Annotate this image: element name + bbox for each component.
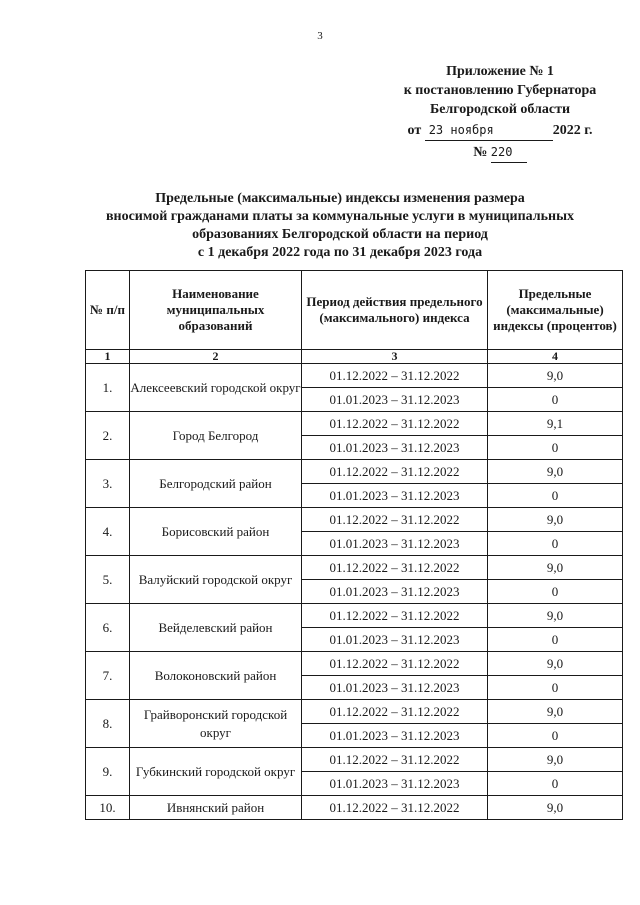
period-cell: 01.12.2022 – 31.12.2022 bbox=[302, 652, 488, 676]
municipality-name: Белгородский район bbox=[130, 460, 302, 508]
index-cell: 0 bbox=[488, 436, 623, 460]
index-cell: 9,0 bbox=[488, 700, 623, 724]
period-cell: 01.01.2023 – 31.12.2023 bbox=[302, 580, 488, 604]
index-cell: 0 bbox=[488, 772, 623, 796]
title-line-4: с 1 декабря 2022 года по 31 декабря 2023 года bbox=[197, 245, 483, 260]
period-cell: 01.12.2022 – 31.12.2022 bbox=[302, 748, 488, 772]
indices-table bbox=[85, 270, 623, 820]
municipality-name: Алексеевский городской округ bbox=[130, 364, 302, 412]
document-title bbox=[60, 190, 620, 262]
table-row bbox=[86, 364, 623, 388]
period-cell: 01.12.2022 – 31.12.2022 bbox=[302, 556, 488, 580]
municipality-name: Вейделевский район bbox=[130, 604, 302, 652]
appendix-date bbox=[380, 121, 620, 141]
title-line-1: Предельные (максимальные) индексы изменения размера bbox=[155, 191, 525, 206]
index-cell: 0 bbox=[488, 532, 623, 556]
header-num: № п/п bbox=[86, 271, 130, 350]
appendix-decree: к постановлению Губернатора bbox=[403, 83, 597, 98]
index-cell: 0 bbox=[488, 388, 623, 412]
municipality-name: Грайворонский городской округ bbox=[130, 700, 302, 748]
index-cell: 0 bbox=[488, 628, 623, 652]
index-cell: 0 bbox=[488, 580, 623, 604]
table-row bbox=[86, 652, 623, 676]
title-line-3: образованиях Белгородской области на период bbox=[192, 227, 488, 242]
period-cell: 01.12.2022 – 31.12.2022 bbox=[302, 364, 488, 388]
table-row bbox=[86, 748, 623, 772]
number-handwritten: 220 bbox=[491, 143, 527, 163]
header-index: Предельные (максимальные) индексы (процентов) bbox=[488, 271, 623, 350]
table-body bbox=[86, 350, 623, 820]
date-suffix: 2022 г. bbox=[552, 123, 593, 138]
column-number: 2 bbox=[130, 350, 302, 364]
index-cell: 0 bbox=[488, 676, 623, 700]
index-cell: 9,0 bbox=[488, 508, 623, 532]
municipality-name: Борисовский район bbox=[130, 508, 302, 556]
period-cell: 01.01.2023 – 31.12.2023 bbox=[302, 772, 488, 796]
row-number: 10. bbox=[86, 796, 130, 820]
appendix-title: Приложение № 1 bbox=[446, 64, 554, 79]
index-cell: 9,0 bbox=[488, 364, 623, 388]
index-cell: 9,0 bbox=[488, 556, 623, 580]
period-cell: 01.01.2023 – 31.12.2023 bbox=[302, 724, 488, 748]
municipality-name: Ивнянский район bbox=[130, 796, 302, 820]
appendix-header bbox=[380, 62, 620, 163]
period-cell: 01.12.2022 – 31.12.2022 bbox=[302, 796, 488, 820]
period-cell: 01.12.2022 – 31.12.2022 bbox=[302, 700, 488, 724]
row-number: 4. bbox=[86, 508, 130, 556]
row-number: 3. bbox=[86, 460, 130, 508]
period-cell: 01.01.2023 – 31.12.2023 bbox=[302, 676, 488, 700]
column-number: 4 bbox=[488, 350, 623, 364]
period-cell: 01.12.2022 – 31.12.2022 bbox=[302, 604, 488, 628]
period-cell: 01.01.2023 – 31.12.2023 bbox=[302, 436, 488, 460]
municipality-name: Губкинский городской округ bbox=[130, 748, 302, 796]
index-cell: 9,0 bbox=[488, 796, 623, 820]
column-number-row bbox=[86, 350, 623, 364]
period-cell: 01.01.2023 – 31.12.2023 bbox=[302, 484, 488, 508]
number-prefix: № bbox=[473, 145, 488, 160]
header-period: Период действия предельного (максимального) индекса bbox=[302, 271, 488, 350]
index-cell: 0 bbox=[488, 724, 623, 748]
period-cell: 01.01.2023 – 31.12.2023 bbox=[302, 532, 488, 556]
row-number: 7. bbox=[86, 652, 130, 700]
index-cell: 9,0 bbox=[488, 460, 623, 484]
table-row bbox=[86, 700, 623, 724]
column-number: 3 bbox=[302, 350, 488, 364]
index-cell: 0 bbox=[488, 484, 623, 508]
period-cell: 01.12.2022 – 31.12.2022 bbox=[302, 412, 488, 436]
row-number: 5. bbox=[86, 556, 130, 604]
header-name: Наименование муниципальных образований bbox=[130, 271, 302, 350]
column-number: 1 bbox=[86, 350, 130, 364]
index-cell: 9,0 bbox=[488, 748, 623, 772]
appendix-number bbox=[380, 143, 620, 163]
row-number: 6. bbox=[86, 604, 130, 652]
period-cell: 01.01.2023 – 31.12.2023 bbox=[302, 388, 488, 412]
appendix-region: Белгородской области bbox=[429, 102, 571, 117]
table-row bbox=[86, 460, 623, 484]
municipality-name: Город Белгород bbox=[130, 412, 302, 460]
period-cell: 01.01.2023 – 31.12.2023 bbox=[302, 628, 488, 652]
table-row bbox=[86, 556, 623, 580]
date-handwritten: 23 ноября bbox=[425, 121, 553, 141]
municipality-name: Волоконовский район bbox=[130, 652, 302, 700]
row-number: 9. bbox=[86, 748, 130, 796]
title-line-2: вносимой гражданами платы за коммунальные услуги в муниципальных bbox=[105, 209, 575, 224]
period-cell: 01.12.2022 – 31.12.2022 bbox=[302, 508, 488, 532]
row-number: 1. bbox=[86, 364, 130, 412]
table-row bbox=[86, 604, 623, 628]
table-row bbox=[86, 412, 623, 436]
table-row bbox=[86, 796, 623, 820]
period-cell: 01.12.2022 – 31.12.2022 bbox=[302, 460, 488, 484]
row-number: 2. bbox=[86, 412, 130, 460]
page-number: 3 bbox=[317, 30, 323, 42]
index-cell: 9,0 bbox=[488, 604, 623, 628]
table-row bbox=[86, 508, 623, 532]
index-cell: 9,1 bbox=[488, 412, 623, 436]
index-cell: 9,0 bbox=[488, 652, 623, 676]
row-number: 8. bbox=[86, 700, 130, 748]
municipality-name: Валуйский городской округ bbox=[130, 556, 302, 604]
date-prefix: от bbox=[407, 123, 422, 138]
